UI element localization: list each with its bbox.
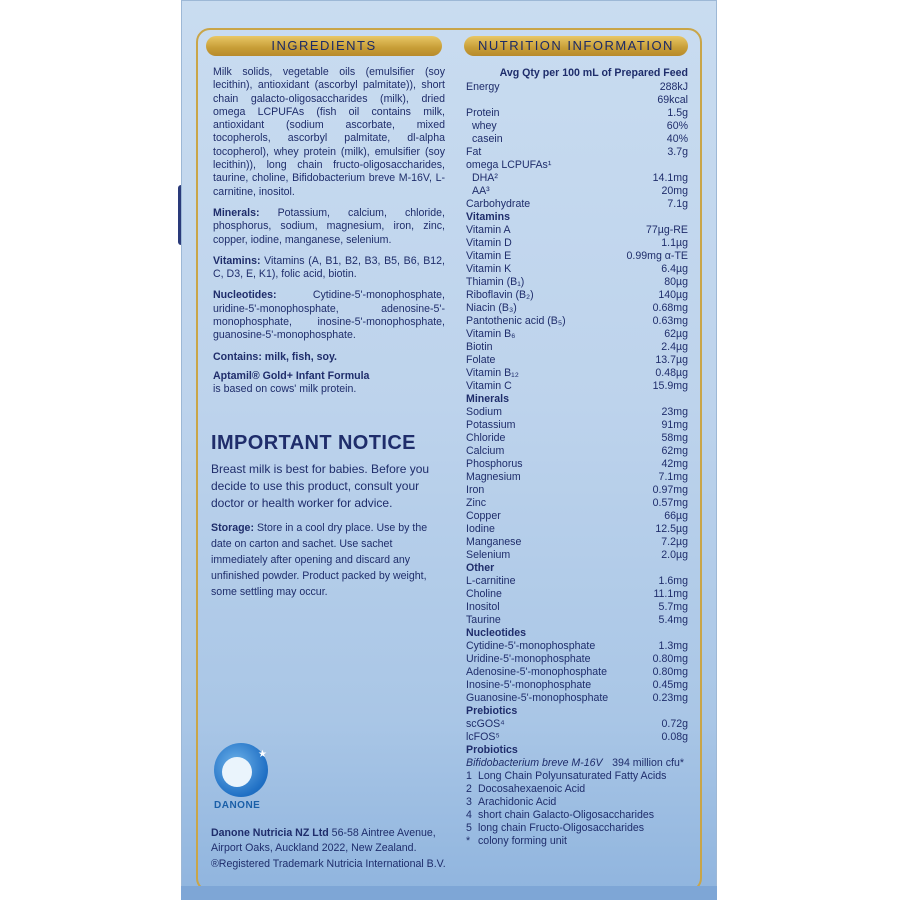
nutrient-name: Calcium [466,445,505,457]
footnote-key: 3 [466,796,472,808]
nutrient-name: Niacin (B₃) [466,302,517,314]
company-info [211,826,447,856]
nutrient-name: Iron [466,484,485,496]
contains-line [213,351,445,364]
nutrition-row [466,653,688,666]
nutrition-row [466,692,688,705]
nutrient-name: Chloride [466,432,506,444]
nutrition-row [466,432,688,445]
nutrient-value: 0.63mg [652,315,688,327]
nutrient-value: 0.08g [661,731,688,743]
nutrient-name: Folate [466,354,496,366]
nutrition-row [466,341,688,354]
footnote-text: Arachidonic Acid [478,796,557,808]
nutrition-row [466,250,688,263]
footnote-key: 4 [466,809,472,821]
nutrient-value: 42mg [661,458,688,470]
nutrition-section-heading [466,393,688,406]
nutrition-section-heading [466,211,688,224]
nutrition-row [466,510,688,523]
nutrient-name: Other [466,562,495,574]
nutrient-name: AA³ [472,185,490,197]
nutrition-row [466,718,688,731]
nutrient-name: DHA² [472,172,498,184]
nutrient-value: 0.48µg [655,367,688,379]
footnote-row [466,809,688,822]
nutrient-value: 23mg [661,406,688,418]
vitamins-label: Vitamins: [213,254,261,267]
nutrient-value: 0.57mg [652,497,688,509]
nutrient-name: Thiamin (B₁) [466,276,525,288]
nutrition-row [466,159,688,172]
nucleotides-text: Cytidine-5'-monophosphate, uridine-5'-monophosphate, adenosine-5'-monophosphate, inosine-5'-monophosphate, guanosine-5'-monophosphate. [213,289,445,342]
nutrient-name: Zinc [466,497,487,509]
nutrition-row [466,133,688,146]
nutrition-row [466,614,688,627]
ingredients-vitamins [213,255,445,282]
vitamins-text: Vitamins (A, B1, B2, B3, B5, B6, B12, C, D3, E, K1), folic acid, biotin. [213,254,445,281]
nutrition-row [466,107,688,120]
nutrient-name: Guanosine-5'-monophosphate [466,692,609,704]
nutrient-value: 60% [666,120,688,132]
nutrition-row [466,328,688,341]
nutrient-name: omega LCPUFAs¹ [466,159,552,171]
nutrient-name: Bifidobacterium breve M-16V [466,757,603,769]
company-name: Danone Nutricia NZ Ltd [211,827,329,839]
nutrition-row [466,536,688,549]
nutrition-row [466,289,688,302]
nutrition-row [466,198,688,211]
nutrient-name: Prebiotics [466,705,518,717]
nutrient-value: 0.80mg [652,666,688,678]
nutrition-table [466,66,688,848]
nutrient-name: Vitamin A [466,224,511,236]
nutrition-row [466,484,688,497]
nutrition-rows [466,81,688,770]
nutrition-row [466,380,688,393]
nutrient-value: 58mg [661,432,688,444]
nutrition-row [466,276,688,289]
danone-logo-text: DANONE [214,800,261,811]
nutrient-value: 91mg [661,419,688,431]
nutrient-name: Taurine [466,614,501,626]
nutrient-name: whey [472,120,497,132]
nutrition-row [466,120,688,133]
footnote-row [466,822,688,835]
ingredients-block [213,66,445,405]
nutrient-value: 77µg-RE [645,224,688,236]
nutrient-value: 1.3mg [658,640,688,652]
nutrient-value: 0.97mg [652,484,688,496]
nutrition-section-heading [466,627,688,640]
nutrient-value: 0.45mg [652,679,688,691]
nutrition-row [466,237,688,250]
nutrient-value: 288kJ [659,81,688,93]
footnote-key: * [466,835,471,847]
nutrition-row [466,419,688,432]
contains-text: Contains: milk, fish, soy. [213,350,338,363]
nutrition-row [466,731,688,744]
nutrient-value: 14.1mg [652,172,688,184]
nutrition-row [466,263,688,276]
child-silhouette-icon [222,757,252,787]
footnote-text: long chain Fructo-Oligosaccharides [478,822,645,834]
footnote-text: short chain Galacto-Oligosaccharides [478,809,655,821]
important-notice-body: Breast milk is best for babies. Before you decide to use this product, consult your doctor or health worker for advice. [211,462,430,510]
ingredients-minerals [213,207,445,247]
nutrition-row [466,81,688,94]
nutrient-value: 15.9mg [652,380,688,392]
footnote-row [466,796,688,809]
nutrient-name: Potassium [466,419,516,431]
nutrient-name: Nucleotides [466,627,527,639]
nutrition-row [466,679,688,692]
nutrient-name: Iodine [466,523,495,535]
product-basis [213,370,445,397]
nutrient-value: 7.1mg [658,471,688,483]
storage-instructions [211,520,447,600]
nutrient-name: Inosine-5'-monophosphate [466,679,592,691]
nutrient-value: 5.7mg [658,601,688,613]
nutrition-row [466,315,688,328]
ingredients-header: INGREDIENTS [206,36,442,56]
footnote-text: Long Chain Polyunsaturated Fatty Acids [478,770,667,782]
ingredients-main: Milk solids, vegetable oils (emulsifier (soy lecithin), antioxidant (ascorbyl palmitate)), short chain galacto-oligosaccharides (milk), dried omega LCPUFAs (fish oil contains milk, antioxidant (sodium ascorbate, mixed tocopherols, ascorbyl palmitate, dl-alpha tocopherol), whey protein (milk), emulsifier (soy lecithin)), long chain fructo-oligosaccharides, taurine, choline, Bifidobacterium breve M-16V, L-carnitine, inositol. [213,66,445,198]
nucleotides-label: Nucleotides: [213,289,277,302]
nutrient-name: Copper [466,510,501,522]
nutrient-name: Uridine-5'-monophosphate [466,653,591,665]
nutrient-value: 6.4µg [661,263,688,275]
nutrient-value: 62mg [661,445,688,457]
nutrient-value: 12.5µg [655,523,688,535]
nutrient-value: 40% [666,133,688,145]
star-icon: ★ [258,749,267,760]
nutrition-header: NUTRITION INFORMATION [464,36,688,56]
nutrition-row [466,367,688,380]
nutrient-name: Sodium [466,406,502,418]
nutrient-name: Selenium [466,549,511,561]
footnote-key: 5 [466,822,472,834]
nutrition-row [466,471,688,484]
product-name: Aptamil® Gold+ Infant Formula [213,369,370,382]
nutrient-name: Magnesium [466,471,521,483]
nutrient-name: Choline [466,588,502,600]
nutrient-name: casein [472,133,503,145]
nutrient-name: Vitamin B₁₂ [466,367,519,379]
nutrition-table-heading: Avg Qty per 100 mL of Prepared Feed [499,67,688,79]
nutrient-name: Fat [466,146,482,158]
nutrient-value: 7.2µg [661,536,688,548]
footnote-key: 1 [466,770,472,782]
nutrient-value: 3.7g [667,146,688,158]
nutrient-name: Cytidine-5'-monophosphate [466,640,596,652]
nutrient-name: Vitamins [466,211,510,223]
nutrition-footnotes [466,770,688,848]
nutrition-row [466,406,688,419]
nutrient-name: Minerals [466,393,509,405]
nutrition-row [466,354,688,367]
nutrient-name: Vitamin C [466,380,512,392]
footnote-text: colony forming unit [478,835,567,847]
nutrition-row [466,172,688,185]
nutrient-name: lcFOS⁵ [466,731,500,743]
nutrient-value: 0.23mg [652,692,688,704]
nutrient-value: 66µg [664,510,688,522]
footnote-key: 2 [466,783,472,795]
nutrient-name: Biotin [466,341,493,353]
nutrient-value: 1.6mg [658,575,688,587]
footnote-row [466,835,688,848]
nutrition-section-heading [466,562,688,575]
nutrition-row [466,458,688,471]
nutrition-section-heading [466,744,688,757]
nutrition-row [466,302,688,315]
nutrition-row [466,588,688,601]
nutrition-row [466,640,688,653]
nutrient-value: 7.1g [667,198,688,210]
nutrition-row [466,94,688,107]
nutrient-name: Probiotics [466,744,518,756]
nutrition-row [466,185,688,198]
nutrient-name: Vitamin K [466,263,512,275]
nutrient-name: Manganese [466,536,522,548]
nutrient-name: L-carnitine [466,575,516,587]
minerals-label: Minerals: [213,206,260,219]
trademark-notice: ®Registered Trademark Nutricia International B.V. [211,858,446,870]
nutrient-name: Vitamin B₆ [466,328,516,340]
nutrient-value: 5.4mg [658,614,688,626]
footnote-text: Docosahexaenoic Acid [478,783,586,795]
footnote-row [466,783,688,796]
nutrition-row [466,601,688,614]
nutrient-name: Carbohydrate [466,198,531,210]
nutrient-value: 0.68mg [652,302,688,314]
footnote-row [466,770,688,783]
storage-text: Store in a cool dry place. Use by the date on carton and sachet. Use sachet immediately after opening and discard any unfinished powder. Product packed by weight, some settling may occur. [211,522,428,598]
nutrition-row [466,666,688,679]
nutrient-name: Phosphorus [466,458,523,470]
nutrition-row [466,497,688,510]
nutrition-row [466,445,688,458]
nutrient-name: Vitamin E [466,250,512,262]
product-basis-text: is based on cows' milk protein. [213,383,357,396]
nutrient-value: 140µg [658,289,688,301]
nutrient-value: 0.80mg [652,653,688,665]
nutrition-row [466,523,688,536]
storage-label: Storage: [211,522,254,534]
nutrition-row [466,757,688,770]
nutrient-name: Riboflavin (B₂) [466,289,534,301]
nutrition-row [466,575,688,588]
nutrient-value: 2.0µg [661,549,688,561]
nutrient-value: 1.1µg [661,237,688,249]
nutrient-value: 13.7µg [655,354,688,366]
company-address: 56-58 Aintree Avenue, Airport Oaks, Auckland 2022, New Zealand. [211,827,436,854]
nutrient-name: Vitamin D [466,237,512,249]
nutrition-row [466,549,688,562]
nutrient-value: 394 million cfu* [612,757,684,769]
minerals-text: Potassium, calcium, chloride, phosphorus, sodium, magnesium, iron, zinc, copper, iodine, manganese, selenium. [213,206,445,246]
nutrient-name: Inositol [466,601,500,613]
carton-bottom-strip [181,886,717,900]
nutrient-value: 69kcal [657,94,688,106]
important-notice-title: IMPORTANT NOTICE [211,432,416,454]
nutrient-value: 0.99mg α-TE [626,250,688,262]
nutrient-value: 2.4µg [661,341,688,353]
nutrition-row [466,146,688,159]
nutrient-value: 1.5g [667,107,688,119]
ingredients-nucleotides [213,289,445,342]
nutrient-value: 20mg [661,185,688,197]
nutrient-name: Protein [466,107,500,119]
nutrient-value: 80µg [664,276,688,288]
nutrition-row [466,224,688,237]
nutrient-value: 62µg [664,328,688,340]
nutrition-section-heading [466,705,688,718]
nutrient-name: Adenosine-5'-monophosphate [466,666,608,678]
nutrient-value: 11.1mg [653,588,688,600]
nutrient-name: Energy [466,81,500,93]
nutrient-value: 0.72g [661,718,688,730]
nutrient-name: scGOS⁴ [466,718,505,730]
nutrient-name: Pantothenic acid (B₅) [466,315,566,327]
